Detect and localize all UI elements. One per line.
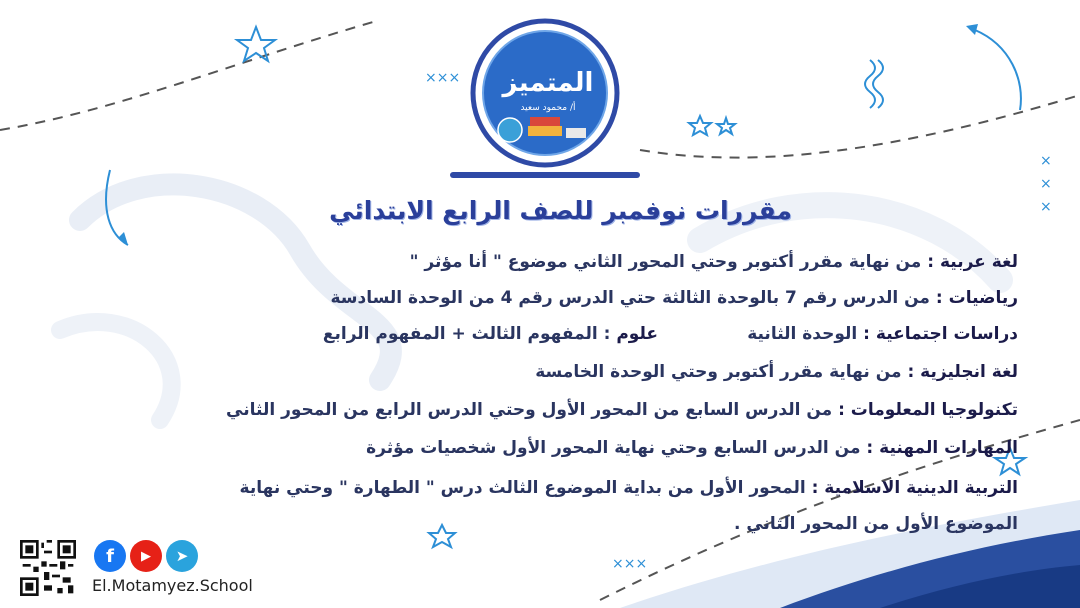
subject-row <box>240 478 1018 498</box>
svg-text:×××: ××× <box>612 556 648 572</box>
subject-row <box>226 400 1018 420</box>
facebook-icon[interactable]: f <box>94 540 126 572</box>
subject-label: لغة انجليزية : <box>907 362 1018 382</box>
subject-label: دراسات اجتماعية : <box>863 324 1018 344</box>
svg-text:×: × <box>1040 176 1052 192</box>
subject-value: الوحدة الثانية <box>747 324 864 344</box>
subject-label: لغة عربية : <box>927 252 1018 272</box>
logo-base-bar <box>450 172 640 178</box>
subject-value: الموضوع الأول من المحور الثاني . <box>733 514 1018 534</box>
telegram-icon[interactable]: ➤ <box>166 540 198 572</box>
logo-name: المتميز <box>502 68 594 98</box>
subject-label: رياضيات : <box>935 288 1018 308</box>
school-logo <box>470 18 620 168</box>
website-name[interactable]: El.Motamyez.School <box>92 576 253 595</box>
subject-value: المحور الأول من بداية الموضوع الثالث درس " الطهارة " وحتي نهاية <box>239 478 812 498</box>
subject-label: المهارات المهنية : <box>866 438 1018 458</box>
subject-value: من الدرس السابع من المحور الأول وحتي الدرس الرابع من المحور الثاني <box>226 400 839 420</box>
subject-row <box>323 324 658 344</box>
subject-value: من الدرس السابع وحتي نهاية المحور الأول شخصيات مؤثرة <box>366 438 867 458</box>
subject-row <box>330 288 1018 308</box>
subject-value: من الدرس رقم 7 بالوحدة الثالثة حتي الدرس رقم 4 من الوحدة السادسة <box>330 288 936 308</box>
subject-row <box>366 438 1018 458</box>
subject-value: من نهاية مقرر أكتوبر وحتي الوحدة الخامسة <box>535 362 908 382</box>
subject-label: التربية الدينية الاسلامية : <box>811 478 1018 498</box>
svg-text:×××: ××× <box>425 70 461 86</box>
svg-text:×: × <box>1040 199 1052 215</box>
logo-author: أ/ محمود سعيد <box>520 103 576 113</box>
subject-row <box>535 362 1018 382</box>
subject-label: تكنولوجيا المعلومات : <box>838 400 1018 420</box>
subject-value: من نهاية مقرر أكتوبر وحتي المحور الثاني موضوع " أنا مؤثر " <box>409 252 928 272</box>
qr-code[interactable] <box>20 540 76 596</box>
subject-row-continued <box>734 514 1018 534</box>
page-title: مقررات نوفمبر للصف الرابع الابتدائي <box>329 196 792 225</box>
svg-text:×: × <box>1040 153 1052 169</box>
subject-row <box>410 252 1018 272</box>
subject-label: علوم <box>616 324 658 344</box>
subject-row <box>747 324 1018 344</box>
youtube-icon[interactable]: ▶ <box>130 540 162 572</box>
subject-value: : المفهوم الثالث + المفهوم الرابع <box>322 324 617 344</box>
